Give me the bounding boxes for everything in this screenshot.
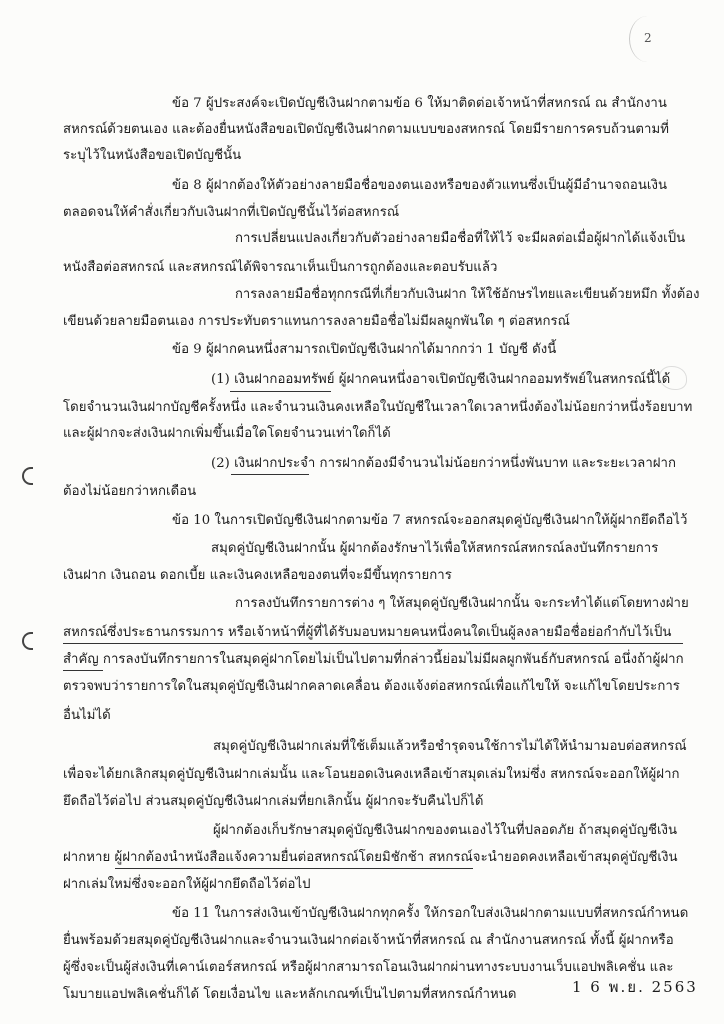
paragraph-line: เขียนด้วยลายมือตนเอง การประทับตราแทนการลงลายมือชื่อไม่มีผลผูกพันใด ๆ ต่อสหกรณ์ — [63, 314, 570, 329]
handwritten-underline — [115, 868, 473, 869]
paragraph-line: สหกรณ์ด้วยตนเอง และต้องยื่นหนังสือขอเปิดบัญชีเงินฝากตามแบบของสหกรณ์ โดยมีรายการครบถ้วนตามที่ — [63, 122, 669, 137]
handwritten-underline — [230, 391, 331, 392]
paragraph-line: ข้อ 8 ผู้ฝากต้องให้ตัวอย่างลายมือชื่อของตนเองหรือของตัวแทนซึ่งเป็นผู้มีอำนาจถอนเงิน — [172, 178, 668, 193]
paragraph-line: การลงลายมือชื่อทุกกรณีที่เกี่ยวกับเงินฝาก ให้ใช้อักษรไทยและเขียนด้วยหมึก ทั้งต้อง — [235, 287, 700, 302]
paragraph-line: โดยจำนวนเงินฝากบัญชีครั้งหนึ่ง และจำนวนเงินคงเหลือในบัญชีในเวลาใดเวลาหนึ่งต้องไม่น้อยกว่าหนึ่งร้อยบาท — [63, 400, 693, 415]
page-number: 2 — [644, 31, 652, 45]
date-stamp: 1 6 พ.ย. 2563 — [572, 978, 698, 996]
paragraph-line: อื่นไม่ได้ — [63, 708, 111, 723]
paragraph-line: สมุดคู่บัญชีเงินฝากเล่มที่ใช้เต็มแล้วหรือชำรุดจนใช้การไม่ได้ให้นำมามอบต่อสหกรณ์ — [213, 739, 687, 754]
paragraph-line: ข้อ 10 ในการเปิดบัญชีเงินฝากตามข้อ 7 สหกรณ์จะออกสมุดคู่บัญชีเงินฝากให้ผู้ฝากยึดถือไว้ — [172, 513, 688, 528]
paragraph-line: สำคัญ การลงบันทึกรายการในสมุดคู่ฝากโดยไม่เป็นไปตามที่กล่าวนี้ย่อมไม่มีผลผูกพันธ์กับสหกรณ์ อนึ่งถ้าผู้ฝาก — [63, 652, 684, 667]
paragraph-line: การลงบันทึกรายการต่าง ๆ ให้สมุดคู่บัญชีเงินฝากนั้น จะกระทำได้แต่โดยทางฝ่าย — [235, 596, 689, 611]
paragraph-line: การเปลี่ยนแปลงเกี่ยวกับตัวอย่างลายมือชื่อที่ให้ไว้ จะมีผลต่อเมื่อผู้ฝากได้แจ้งเป็น — [235, 231, 686, 246]
paragraph-line: ตลอดจนให้คำสั่งเกี่ยวกับเงินฝากที่เปิดบัญชีนั้นไว้ต่อสหกรณ์ — [63, 205, 400, 220]
paragraph-line: และผู้ฝากจะส่งเงินฝากเพิ่มขึ้นเมื่อใดโดยจำนวนเท่าใดก็ได้ — [63, 426, 391, 441]
punch-hole-mark — [22, 467, 33, 485]
paragraph-line: ตรวจพบว่ารายการใดในสมุดคู่บัญชีเงินฝากคลาดเคลื่อน ต้องแจ้งต่อสหกรณ์เพื่อแก้ไขให้ จะแก้ไขโดยประการ — [63, 679, 680, 694]
paragraph-line: ข้อ 9 ผู้ฝากคนหนึ่งสามารถเปิดบัญชีเงินฝากได้มากกว่า 1 บัญชี ดังนี้ — [172, 342, 557, 357]
handwritten-underline — [231, 474, 309, 475]
paragraph-line: ข้อ 11 ในการส่งเงินเข้าบัญชีเงินฝากทุกครั้ง ให้กรอกใบส่งเงินฝากตามแบบที่สหกรณ์กำหนด — [172, 906, 689, 921]
paragraph-line: โมบายแอปพลิเคชั่นก็ได้ โดยเงื่อนไข และหลักเกณฑ์เป็นไปตามที่สหกรณ์กำหนด — [63, 987, 517, 1002]
handwritten-underline — [63, 643, 683, 644]
paragraph-line: สหกรณ์ซึ่งประธานกรรมการ หรือเจ้าหน้าที่ผู้ที่ได้รับมอบหมายคนหนึ่งคนใดเป็นผู้ลงลายมือชื่อย่อกำกับไว้เป็น — [63, 625, 672, 640]
paragraph-line: เพื่อจะได้ยกเลิกสมุดคู่บัญชีเงินฝากเล่มนั้น และโอนยอดเงินคงเหลือเข้าสมุดเล่มใหม่ซึ่ง สหกรณ์จะออกให้ผู้ฝาก — [63, 767, 680, 782]
handwritten-underline — [63, 670, 103, 671]
paragraph-line: หนังสือต่อสหกรณ์ และสหกรณ์ได้พิจารณาเห็นเป็นการถูกต้องและตอบรับแล้ว — [63, 260, 498, 275]
paragraph-line: ฝากหาย ผู้ฝากต้องนำหนังสือแจ้งความยื่นต่อสหกรณ์โดยมิชักช้า สหกรณ์จะนำยอดคงเหลือเข้าสมุดคู่บัญชีเงิน — [63, 850, 678, 865]
paragraph-line: ระบุไว้ในหนังสือขอเปิดบัญชีนั้น — [63, 148, 242, 163]
paragraph-line: ผู้ฝากต้องเก็บรักษาสมุดคู่บัญชีเงินฝากของตนเองไว้ในที่ปลอดภัย ถ้าสมุดคู่บัญชีเงิน — [213, 823, 678, 838]
paragraph-line: ผู้ซึ่งจะเป็นผู้ส่งเงินที่เคาน์เตอร์สหกรณ์ หรือผู้ฝากสามารถโอนเงินฝากผ่านทางระบบงานเว็บแอปพลิเคชั่น และ — [63, 960, 674, 975]
paragraph-line: ฝากเล่มใหม่ซึ่งจะออกให้ผู้ฝากยึดถือไว้ต่อไป — [63, 877, 311, 892]
paragraph-line: ข้อ 7 ผู้ประสงค์จะเปิดบัญชีเงินฝากตามข้อ 6 ให้มาติดต่อเจ้าหน้าที่สหกรณ์ ณ สำนักงาน — [172, 96, 667, 111]
paragraph-line: ต้องไม่น้อยกว่าหกเดือน — [63, 484, 197, 499]
paragraph-line: ยึดถือไว้ต่อไป ส่วนสมุดคู่บัญชีเงินฝากเล่มที่ยกเลิกนั้น ผู้ฝากจะรับคืนไปก็ได้ — [63, 794, 484, 809]
paragraph-line: เงินฝาก เงินถอน ดอกเบี้ย และเงินคงเหลือของตนที่จะมีขึ้นทุกรายการ — [63, 568, 452, 583]
paragraph-line: สมุดคู่บัญชีเงินฝากนั้น ผู้ฝากต้องรักษาไว้เพื่อให้สหกรณ์สหกรณ์ลงบันทึกรายการ — [211, 541, 659, 556]
paragraph-line: ยื่นพร้อมด้วยสมุดคู่บัญชีเงินฝากและจำนวนเงินฝากต่อเจ้าหน้าที่สหกรณ์ ณ สำนักงานสหกรณ์ ทั้งนี้ ผู้ฝากหรือ — [63, 933, 674, 948]
paragraph-line: (2) เงินฝากประจำ การฝากต้องมีจำนวนไม่น้อยกว่าหนึ่งพันบาท และระยะเวลาฝาก — [211, 456, 677, 471]
paragraph-line: (1) เงินฝากออมทรัพย์ ผู้ฝากคนหนึ่งอาจเปิดบัญชีเงินฝากออมทรัพย์ในสหกรณ์นี้ได้ — [211, 372, 671, 387]
punch-hole-mark — [22, 632, 33, 650]
